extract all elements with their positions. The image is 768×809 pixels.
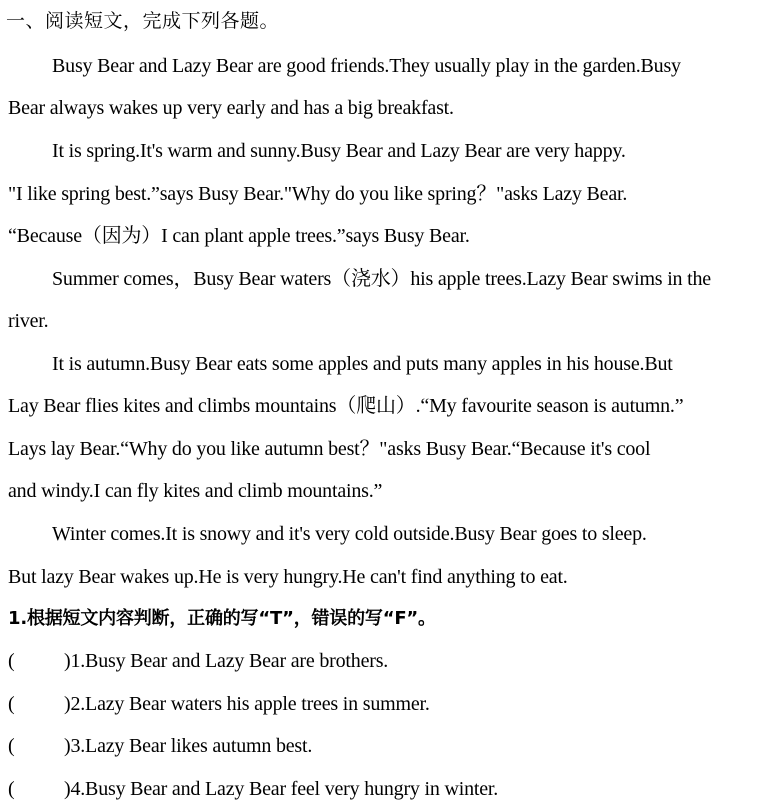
passage-line: Bear always wakes up very early and has a big breakfast. [8, 97, 454, 119]
passage-line: Lays lay Bear.“Why do you like autumn best？"asks Busy Bear.“Because it's cool [8, 438, 651, 460]
answer-blank[interactable]: ( [8, 693, 15, 715]
question-title: 1.根据短文内容判断，正确的写“T”，错误的写“F”。 [8, 608, 436, 629]
passage-line: But lazy Bear wakes up.He is very hungry.He can't find anything to eat. [8, 566, 568, 588]
passage-line: and windy.I can fly kites and climb mountains.” [8, 480, 383, 502]
tf-item-2 [8, 691, 430, 717]
passage-line: Lay Bear flies kites and climbs mountains（爬山）.“My favourite season is autumn.” [8, 395, 684, 417]
answer-blank[interactable]: ( [8, 735, 15, 757]
tf-item-4 [8, 776, 498, 802]
answer-blank[interactable]: ( [8, 778, 15, 800]
tf-item-1 [8, 648, 388, 674]
tf-item-text: )4.Busy Bear and Lazy Bear feel very hungry in winter. [64, 778, 499, 800]
tf-item-text: )1.Busy Bear and Lazy Bear are brothers. [64, 650, 389, 672]
passage-line: Summer comes，Busy Bear waters（浇水）his apple trees.Lazy Bear swims in the [52, 268, 711, 290]
answer-blank[interactable]: ( [8, 650, 15, 672]
passage-line: It is autumn.Busy Bear eats some apples and puts many apples in his house.But [52, 353, 673, 375]
passage-line: Busy Bear and Lazy Bear are good friends.They usually play in the garden.Busy [52, 55, 681, 77]
tf-item-text: )3.Lazy Bear likes autumn best. [64, 735, 313, 757]
passage-line: river. [8, 310, 49, 332]
section-heading: 一、阅读短文，完成下列各题。 [6, 10, 280, 32]
passage-line: “Because（因为）I can plant apple trees.”says Busy Bear. [8, 225, 470, 247]
passage-line: It is spring.It's warm and sunny.Busy Bear and Lazy Bear are very happy. [52, 140, 626, 162]
tf-item-text: )2.Lazy Bear waters his apple trees in summer. [64, 693, 430, 715]
tf-item-3 [8, 733, 312, 759]
passage-line: Winter comes.It is snowy and it's very cold outside.Busy Bear goes to sleep. [52, 523, 647, 545]
passage-line: "I like spring best.”says Busy Bear."Why do you like spring？"asks Lazy Bear. [8, 183, 628, 205]
